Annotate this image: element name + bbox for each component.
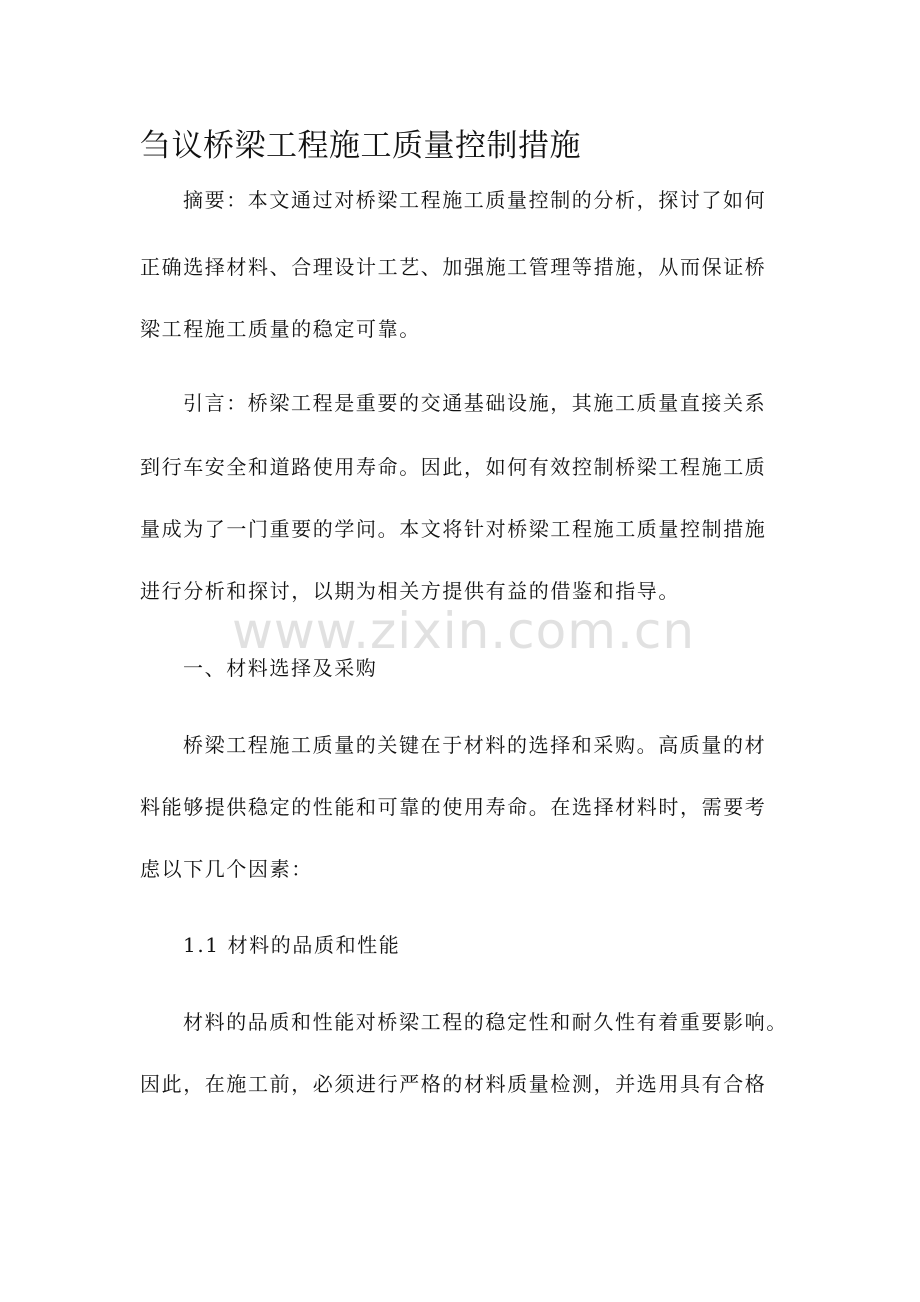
section1-line-2: 料能够提供稳定的性能和可靠的使用寿命。在选择材料时，需要考 xyxy=(140,795,767,819)
document-title: 刍议桥梁工程施工质量控制措施 xyxy=(140,128,581,164)
intro-line-1: 引言：桥梁工程是重要的交通基础设施，其施工质量直接关系 xyxy=(183,391,767,415)
section-heading-1: 一、材料选择及采购 xyxy=(183,656,378,680)
watermark: www.zixin.com.cn xyxy=(232,602,696,660)
subsection1-line-2: 因此，在施工前，必须进行严格的材料质量检测，并选用具有合格 xyxy=(140,1072,767,1096)
intro-line-4: 进行分析和探讨，以期为相关方提供有益的借鉴和指导。 xyxy=(140,579,680,603)
abstract-line-2: 正确选择材料、合理设计工艺、加强施工管理等措施，从而保证桥 xyxy=(140,255,767,279)
intro-line-3: 量成为了一门重要的学问。本文将针对桥梁工程施工质量控制措施 xyxy=(140,517,767,541)
subsection-heading-1-1: 1.1 材料的品质和性能 xyxy=(183,933,401,957)
intro-line-2: 到行车安全和道路使用寿命。因此，如何有效控制桥梁工程施工质 xyxy=(140,455,767,479)
abstract-line-1: 摘要：本文通过对桥梁工程施工质量控制的分析，探讨了如何 xyxy=(183,188,767,212)
section1-line-3: 虑以下几个因素： xyxy=(140,857,313,881)
section1-line-1: 桥梁工程施工质量的关键在于材料的选择和采购。高质量的材 xyxy=(183,733,767,757)
abstract-line-3: 梁工程施工质量的稳定可靠。 xyxy=(140,317,421,341)
subsection1-line-1: 材料的品质和性能对桥梁工程的稳定性和耐久性有着重要影响。 xyxy=(183,1010,788,1034)
